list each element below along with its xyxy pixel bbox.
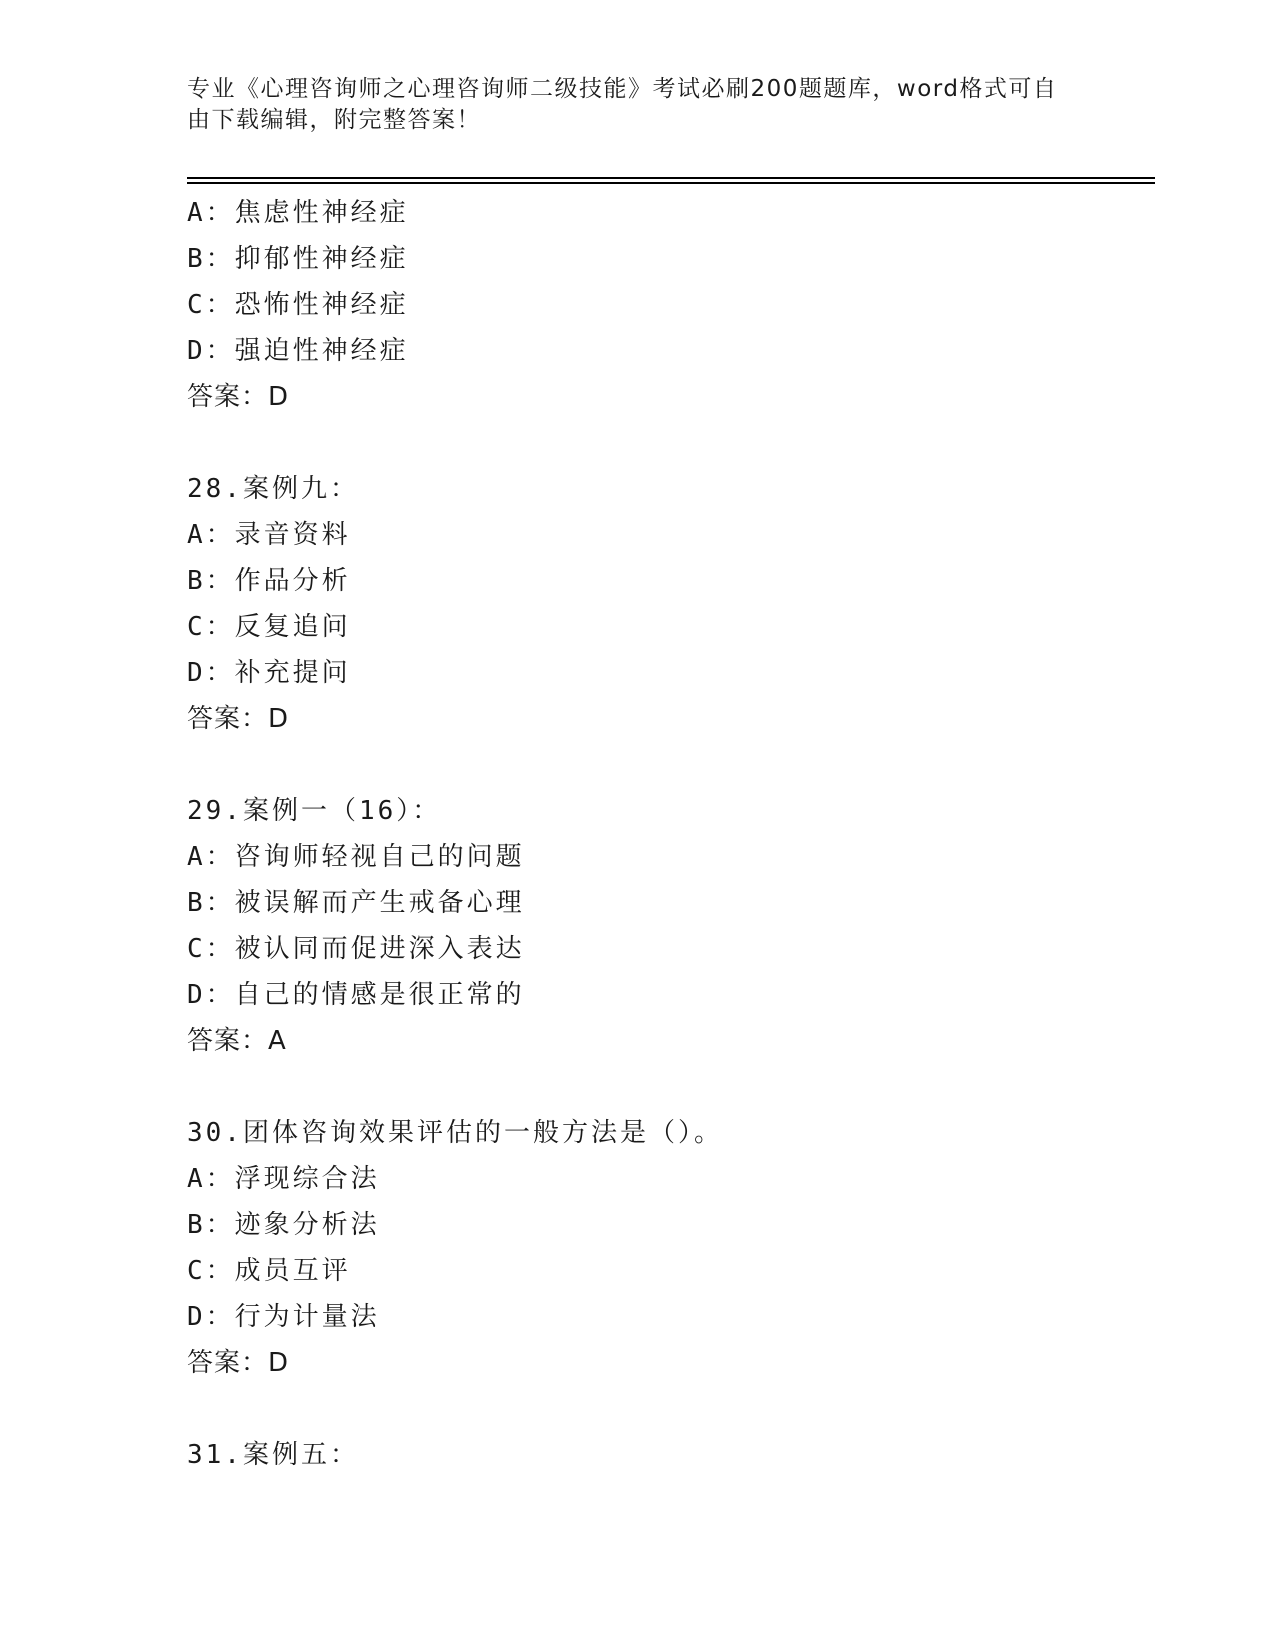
answer-line: 答案：D <box>187 704 290 734</box>
option-a: A：录音资料 <box>187 520 351 550</box>
spacer <box>187 742 1147 788</box>
question-text: 30.团体咨询效果评估的一般方法是（）。 <box>187 1118 723 1148</box>
option-c: C：反复追问 <box>187 612 351 642</box>
header-divider-top <box>187 177 1155 179</box>
option-c: C：恐怖性神经症 <box>187 290 409 320</box>
question-block-27 <box>187 190 1147 420</box>
spacer <box>187 420 1147 466</box>
option-d: D：强迫性神经症 <box>187 336 409 366</box>
option-b: B：抑郁性神经症 <box>187 244 409 274</box>
question-text: 31.案例五： <box>187 1440 359 1470</box>
spacer <box>187 1386 1147 1432</box>
question-block-30 <box>187 1110 1147 1386</box>
spacer <box>187 1064 1147 1110</box>
option-d: D：行为计量法 <box>187 1302 380 1332</box>
option-b: B：迹象分析法 <box>187 1210 380 1240</box>
header-divider-bottom <box>187 182 1155 184</box>
option-b: B：作品分析 <box>187 566 351 596</box>
option-a: A：焦虑性神经症 <box>187 198 409 228</box>
document-header <box>187 74 1067 136</box>
option-c: C：被认同而促进深入表达 <box>187 934 525 964</box>
option-d: D：自己的情感是很正常的 <box>187 980 525 1010</box>
answer-line: 答案：D <box>187 1348 290 1378</box>
question-block-28 <box>187 466 1147 742</box>
option-a: A：浮现综合法 <box>187 1164 380 1194</box>
answer-line: 答案：D <box>187 382 290 412</box>
option-b: B：被误解而产生戒备心理 <box>187 888 525 918</box>
question-list <box>187 190 1147 1478</box>
answer-line: 答案：A <box>187 1026 287 1056</box>
question-block-29 <box>187 788 1147 1064</box>
question-text: 28.案例九： <box>187 474 359 504</box>
header-line-1: 专业《心理咨询师之心理咨询师二级技能》考试必刷200题题库，word格式可自 <box>187 76 1058 102</box>
option-d: D：补充提问 <box>187 658 351 688</box>
header-line-2: 由下载编辑，附完整答案！ <box>187 107 481 133</box>
option-c: C：成员互评 <box>187 1256 351 1286</box>
option-a: A：咨询师轻视自己的问题 <box>187 842 525 872</box>
question-block-31 <box>187 1432 1147 1478</box>
question-text: 29.案例一（16）： <box>187 796 442 826</box>
